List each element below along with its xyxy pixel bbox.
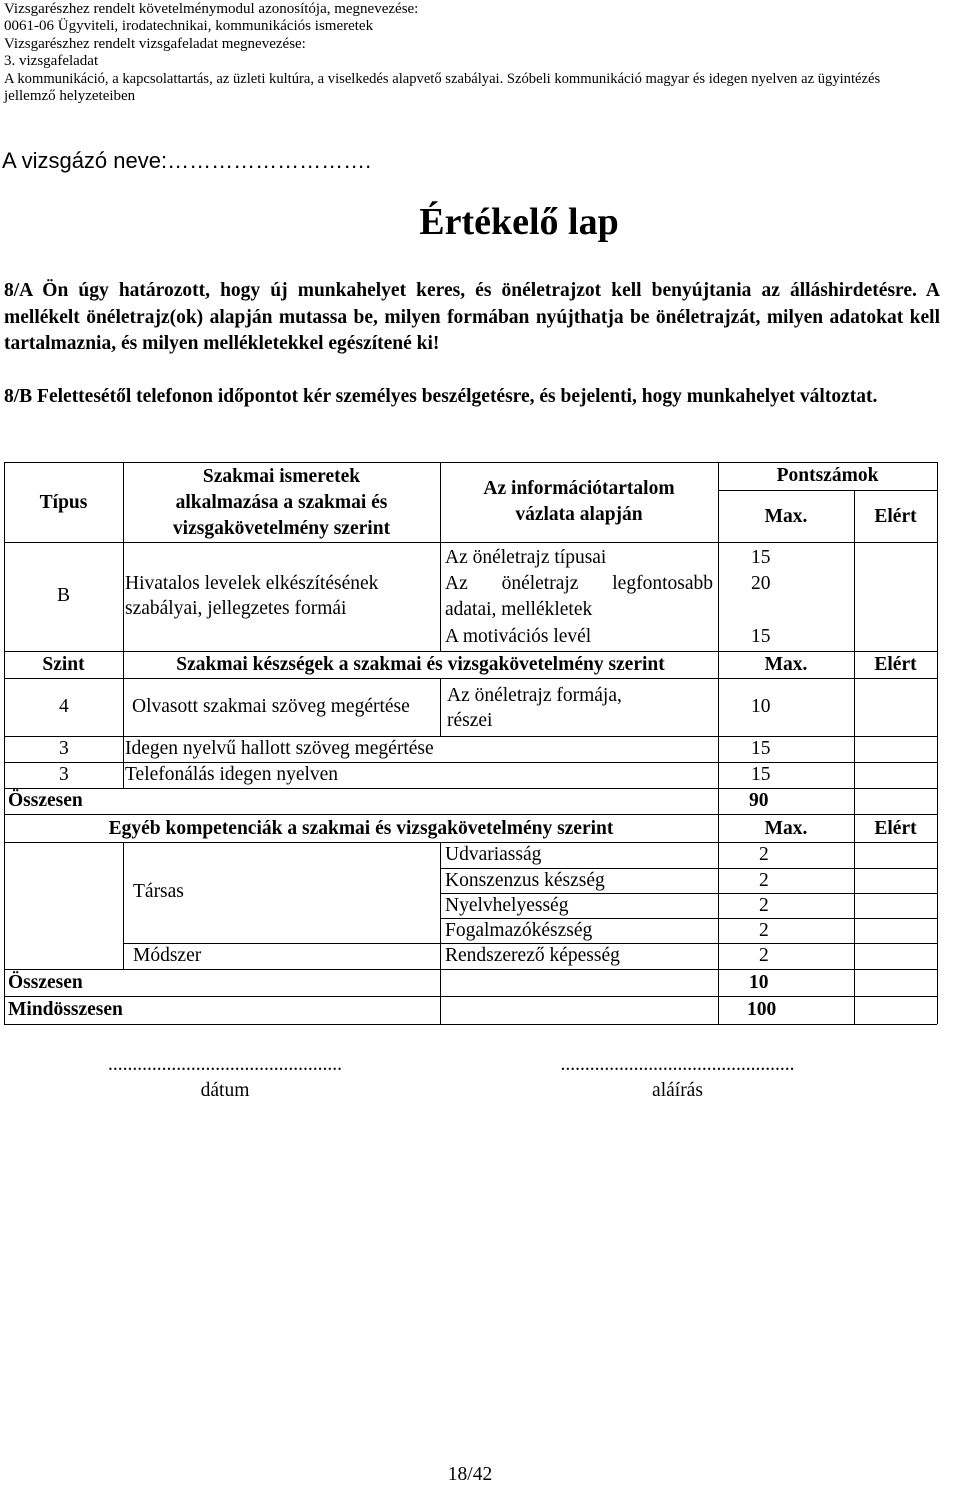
info-item-2-cont: adatai, mellékletek bbox=[445, 599, 593, 620]
task-8b: 8/B Felettesétől telefonon időpontot kér személyes beszélgetésre, és bejelenti, hogy munkahelyet változtat. bbox=[4, 386, 878, 407]
subtotal-label: Összesen bbox=[8, 972, 83, 993]
competency-max: 2 bbox=[759, 920, 769, 941]
task-8a: 8/A Ön úgy határozott, hogy új munkahelyet keres, és önéletrajzot kell benyújtania az álláshirdetésre. A mellékelt önéletrajz(ok) alapján mutassa be, milyen formában nyújthatja be önéletrajzát, milyen adatokat kell tartalmaznia, és milyen mellékletekkel egészítené ki! bbox=[4, 280, 940, 354]
module-name: 0061-06 Ügyviteli, irodatechnikai, kommunikációs ismeretek bbox=[4, 18, 374, 34]
page-title: Értékelő lap bbox=[419, 201, 619, 243]
col-header-type: Típus bbox=[39, 492, 88, 513]
subtotal-value: 10 bbox=[749, 972, 769, 993]
skill-line2: szabályai, jellegzetes formái bbox=[125, 598, 347, 619]
max-value: 15 bbox=[751, 626, 771, 647]
grand-total-value: 100 bbox=[747, 999, 777, 1020]
skill-topic-line2: részei bbox=[447, 710, 493, 731]
col-header-skill-line2: alkalmazása a szakmai és bbox=[175, 492, 388, 513]
skill-level: 3 bbox=[59, 738, 69, 759]
competency-group-social: Társas bbox=[133, 881, 184, 902]
col-header-skill-line1: Szakmai ismeretek bbox=[202, 466, 361, 487]
grand-total-label: Mindösszesen bbox=[8, 999, 123, 1020]
skill-line1: Hivatalos levelek elkészítésének bbox=[125, 573, 379, 594]
competencies-header: Egyéb kompetenciák a szakmai és vizsgakövetelmény szerint bbox=[108, 818, 614, 839]
competency-item: Udvariasság bbox=[445, 844, 542, 865]
skill-max: 15 bbox=[751, 738, 771, 759]
skill-name: Idegen nyelvű hallott szöveg megértése bbox=[125, 738, 434, 759]
competency-max: 2 bbox=[759, 895, 769, 916]
level-header: Szint bbox=[42, 654, 85, 675]
info-item-3: A motivációs levél bbox=[445, 626, 592, 647]
skill-max: 15 bbox=[751, 764, 771, 785]
signature-line: ................................................ bbox=[560, 1054, 795, 1075]
task-description: A kommunikáció, a kapcsolattartás, az üzleti kultúra, a viselkedés alapvető szabályai. Szóbeli kommunikáció magyar és idegen nyelven az ügyintézés bbox=[4, 71, 881, 87]
competency-item: Konszenzus készség bbox=[445, 870, 605, 891]
skills-max-header: Max. bbox=[764, 654, 808, 675]
module-label: Vizsgarészhez rendelt követelménymodul azonosítója, megnevezése: bbox=[4, 1, 419, 17]
task-name: 3. vizsgafeladat bbox=[4, 53, 99, 69]
competencies-max-header: Max. bbox=[764, 818, 808, 839]
competency-group-method: Módszer bbox=[133, 945, 202, 966]
date-label: dátum bbox=[200, 1080, 250, 1101]
skill-level: 4 bbox=[59, 696, 69, 717]
subtotal-value: 90 bbox=[749, 790, 769, 811]
signature-label: aláírás bbox=[652, 1080, 703, 1101]
col-header-skill-line3: vizsgakövetelmény szerint bbox=[172, 518, 391, 539]
competency-item: Fogalmazókészség bbox=[445, 920, 593, 941]
subtotal-label: Összesen bbox=[8, 790, 83, 811]
skill-name: Olvasott szakmai szöveg megértése bbox=[132, 696, 410, 717]
max-value: 20 bbox=[751, 573, 771, 594]
task-description-cont: jellemző helyzeteiben bbox=[4, 88, 136, 104]
col-header-max: Max. bbox=[764, 506, 808, 527]
skill-max: 10 bbox=[751, 696, 771, 717]
task-label: Vizsgarészhez rendelt vizsgafeladat megnevezése: bbox=[4, 36, 306, 52]
examinee-name-field: A vizsgázó neve:………………………. bbox=[2, 148, 372, 173]
page-number: 18/42 bbox=[447, 1464, 493, 1485]
skill-name: Telefonálás idegen nyelven bbox=[125, 764, 339, 785]
col-header-info-line2: vázlata alapján bbox=[515, 504, 643, 525]
competency-item: Nyelvhelyesség bbox=[445, 895, 569, 916]
info-item-1: Az önéletrajz típusai bbox=[445, 547, 607, 568]
date-line: ................................................ bbox=[108, 1054, 342, 1075]
skill-level: 3 bbox=[59, 764, 69, 785]
col-header-points: Pontszámok bbox=[776, 465, 879, 486]
type-value: B bbox=[56, 585, 70, 606]
skills-achieved-header: Elért bbox=[874, 654, 917, 675]
competency-max: 2 bbox=[759, 844, 769, 865]
info-item-2: Az önéletrajz legfontosabb bbox=[445, 573, 713, 594]
col-header-info-line1: Az információtartalom bbox=[483, 478, 675, 499]
skills-header: Szakmai készségek a szakmai és vizsgakövetelmény szerint bbox=[176, 654, 665, 675]
max-value: 15 bbox=[751, 547, 771, 568]
competency-max: 2 bbox=[759, 945, 769, 966]
competency-max: 2 bbox=[759, 870, 769, 891]
competencies-achieved-header: Elért bbox=[874, 818, 917, 839]
col-header-achieved: Elért bbox=[874, 506, 917, 527]
competency-item: Rendszerező képesség bbox=[445, 945, 620, 966]
skill-topic-line1: Az önéletrajz formája, bbox=[447, 685, 622, 706]
